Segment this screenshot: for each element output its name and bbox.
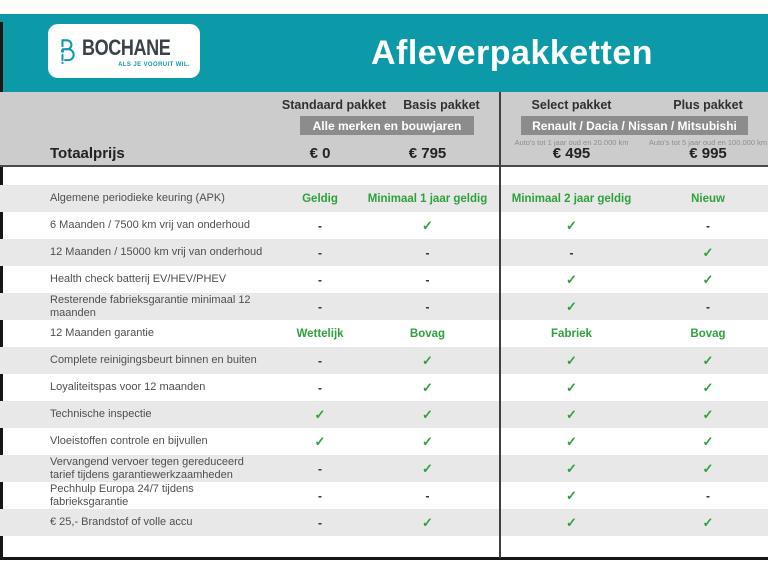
included-check-icon: ✓ — [314, 433, 326, 449]
included-check-icon: ✓ — [422, 433, 433, 449]
feature-row — [0, 347, 768, 374]
not-included-dash: - — [706, 299, 710, 314]
feature-label: Pechhulp Europa 24/7 tijdens fabrieksgarantie — [50, 482, 194, 508]
included-check-icon: ✓ — [702, 244, 714, 260]
total-price-label: Totaalprijs — [50, 144, 125, 162]
included-check-icon: ✓ — [702, 352, 714, 368]
page-bottom-border — [0, 557, 768, 560]
bochane-logo — [48, 24, 200, 78]
not-included-dash: - — [706, 488, 710, 503]
price-select: € 495 — [552, 144, 591, 162]
not-included-dash: - — [318, 353, 322, 368]
not-included-dash: - — [318, 488, 322, 503]
included-check-icon: ✓ — [702, 460, 714, 476]
included-check-icon: ✓ — [422, 379, 433, 395]
included-check-icon: ✓ — [566, 271, 577, 287]
not-included-dash: - — [318, 245, 322, 260]
included-check-icon: ✓ — [566, 514, 577, 530]
included-check-icon: ✓ — [702, 379, 714, 395]
feature-label: Resterende fabrieksgarantie minimaal 12 maanden — [50, 293, 251, 319]
not-included-dash: - — [318, 272, 322, 287]
included-check-icon: ✓ — [702, 514, 714, 530]
feature-label: Vloeistoffen controle en bijvullen — [50, 435, 208, 448]
feature-row — [0, 455, 768, 482]
feature-label: Algemene periodieke keuring (APK) — [50, 192, 225, 205]
package-names-row — [0, 96, 768, 113]
included-check-icon: ✓ — [702, 433, 714, 449]
included-check-icon: ✓ — [566, 298, 577, 314]
included-check-icon: ✓ — [566, 379, 577, 395]
feature-label: 12 Maanden garantie — [50, 327, 154, 340]
included-check-icon: ✓ — [566, 487, 577, 503]
group-banner-all-brands: Alle merken en bouwjaren — [300, 116, 474, 135]
package-name-standaard: Standaard pakket — [281, 97, 387, 112]
price-basis: € 795 — [408, 144, 447, 162]
not-included-dash: - — [318, 218, 322, 233]
included-check-icon: ✓ — [702, 271, 714, 287]
included-check-icon: ✓ — [566, 433, 577, 449]
feature-value-text: Bovag — [690, 327, 726, 340]
package-name-spacer — [0, 96, 280, 113]
not-included-dash: - — [425, 488, 430, 503]
feature-row — [0, 401, 768, 428]
included-check-icon: ✓ — [422, 514, 433, 530]
feature-row — [0, 212, 768, 239]
not-included-dash: - — [318, 461, 322, 476]
brand-name: BOCHANE — [82, 34, 171, 60]
feature-value-text: Fabriek — [551, 327, 592, 340]
total-price-row — [0, 143, 768, 163]
included-check-icon: ✓ — [422, 406, 433, 422]
feature-label: Loyaliteitspas voor 12 maanden — [50, 381, 206, 394]
feature-rows — [0, 185, 768, 536]
included-check-icon: ✓ — [422, 460, 433, 476]
feature-label: Vervangend vervoer tegen gereduceerd tarief tijdens garantiewerkzaamheden — [50, 455, 244, 481]
package-name-basis: Basis pakket — [403, 97, 480, 112]
feature-label: 12 Maanden / 15000 km vrij van onderhoud — [50, 246, 263, 259]
feature-row — [0, 374, 768, 401]
not-included-dash: - — [425, 245, 430, 260]
feature-row — [0, 509, 768, 536]
not-included-dash: - — [706, 218, 710, 233]
feature-row — [0, 239, 768, 266]
included-check-icon: ✓ — [566, 217, 577, 233]
included-check-icon: ✓ — [566, 352, 577, 368]
feature-row — [0, 293, 768, 320]
package-name-plus: Plus pakket — [673, 97, 743, 112]
price-standaard: € 0 — [309, 144, 331, 162]
included-check-icon: ✓ — [422, 352, 433, 368]
feature-value-text: Nieuw — [691, 192, 725, 205]
brand-tagline: ALS JE VOORUIT WIL. — [118, 61, 190, 68]
feature-row — [0, 428, 768, 455]
feature-label: Technische inspectie — [50, 408, 152, 421]
not-included-dash: - — [569, 245, 574, 260]
feature-value-text: Wettelijk — [296, 327, 344, 340]
column-divider — [499, 92, 501, 558]
feature-label: Complete reinigingsbeurt binnen en buiten — [50, 354, 257, 367]
included-check-icon: ✓ — [566, 406, 577, 422]
table-header — [0, 92, 768, 167]
not-included-dash: - — [318, 299, 322, 314]
feature-value-text: Minimaal 1 jaar geldig — [367, 192, 488, 205]
feature-value-text: Minimaal 2 jaar geldig — [511, 192, 632, 205]
group-banner-renault-dacia-nissan-mitsubishi: Renault / Dacia / Nissan / Mitsubishi — [521, 116, 748, 135]
header-banner — [0, 14, 768, 92]
not-included-dash: - — [318, 515, 322, 530]
feature-row — [0, 266, 768, 293]
included-check-icon: ✓ — [422, 217, 433, 233]
not-included-dash: - — [425, 299, 430, 314]
feature-label: Health check batterij EV/HEV/PHEV — [50, 273, 227, 286]
select-package-caption: Auto's tot 1 jaar oud en 20.000 km — [514, 138, 629, 147]
logo-text — [82, 35, 190, 68]
feature-label: € 25,- Brandstof of volle accu — [50, 516, 193, 529]
bochane-b-icon — [58, 31, 75, 72]
feature-label: 6 Maanden / 7500 km vrij van onderhoud — [50, 219, 250, 232]
feature-row — [0, 185, 768, 212]
feature-row — [0, 320, 768, 347]
feature-value-text: Bovag — [409, 327, 446, 340]
included-check-icon: ✓ — [702, 406, 714, 422]
feature-value-text: Geldig — [302, 192, 338, 205]
plus-package-caption: Auto's tot 5 jaar oud en 100.000 km — [648, 138, 768, 147]
page-title: Afleverpakketten — [370, 34, 653, 72]
feature-row — [0, 482, 768, 509]
package-name-select: Select pakket — [531, 97, 612, 112]
not-included-dash: - — [425, 272, 430, 287]
included-check-icon: ✓ — [566, 460, 577, 476]
not-included-dash: - — [318, 380, 322, 395]
included-check-icon: ✓ — [314, 406, 326, 422]
price-plus: € 995 — [689, 144, 727, 162]
